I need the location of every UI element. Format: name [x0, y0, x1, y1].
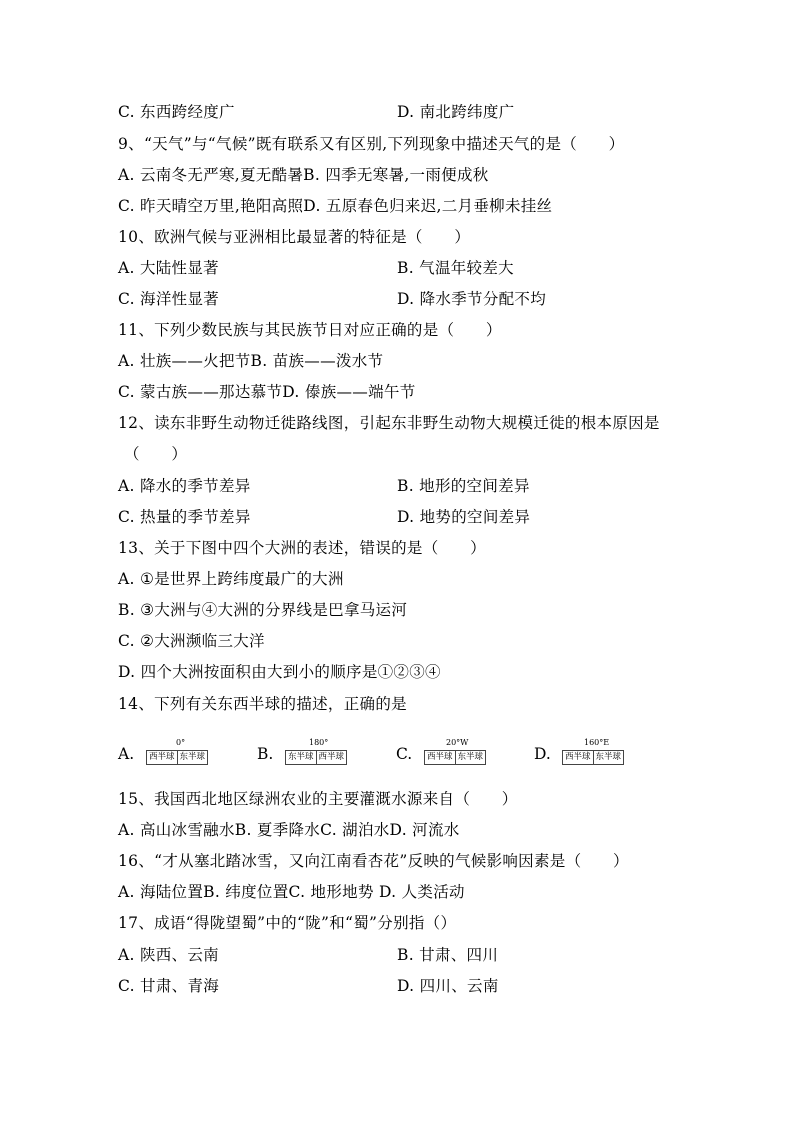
q14-option-b	[257, 738, 357, 766]
q17-option-a: A. 陕西、云南	[118, 946, 219, 964]
q12-option-b: B. 地形的空间差异	[397, 477, 530, 495]
hemisphere-right-label: 东半球	[593, 751, 624, 764]
q12-stem: 12、读东非野生动物迁徙路线图，引起东非野生动物大规模迁徙的根本原因是	[118, 414, 660, 432]
hemisphere-left-label: 西半球	[149, 752, 175, 762]
q12-option-c: C. 热量的季节差异	[118, 508, 251, 526]
q12-answer-paren: （ ）	[124, 445, 188, 463]
q11-options-ab: A. 壮族——火把节B. 苗族——泼水节	[118, 352, 384, 370]
meridian-label: 160°E	[584, 738, 610, 747]
meridian-label: 20°W	[446, 738, 469, 747]
q10-stem: 10、欧洲气候与亚洲相比最显著的特征是（ ）	[118, 228, 471, 246]
q9-options-cd: C. 昨天晴空万里,艳阳高照D. 五原春色归来迟,二月垂柳未挂丝	[118, 197, 553, 215]
q10-option-d: D. 降水季节分配不均	[397, 290, 547, 308]
q13-option-d: D. 四个大洲按面积由大到小的顺序是①②③④	[118, 663, 441, 681]
q14-option-a	[118, 738, 218, 766]
q10-option-c: C. 海洋性显著	[118, 290, 220, 308]
hemisphere-diagram	[285, 750, 347, 765]
q8-option-d: D. 南北跨纬度广	[397, 103, 515, 121]
q14-option-d	[534, 738, 634, 766]
q14-stem: 14、下列有关东西半球的描述，正确的是	[118, 695, 407, 713]
hemisphere-right-label: 东半球	[455, 751, 486, 764]
q15-stem: 15、我国西北地区绿洲农业的主要灌溉水源来自（ ）	[118, 790, 518, 808]
q13-option-b: B. ③大洲与④大洲的分界线是巴拿马运河	[118, 601, 408, 619]
q14-option-letter: C.	[396, 745, 413, 763]
meridian-label: 180°	[309, 738, 329, 747]
q13-option-c: C. ②大洲濒临三大洋	[118, 632, 265, 650]
meridian-label: 0°	[176, 738, 186, 747]
hemisphere-left-label: 东半球	[288, 752, 314, 762]
q13-stem: 13、关于下图中四个大洲的表述，错误的是（ ）	[118, 539, 486, 557]
q12-option-d: D. 地势的空间差异	[397, 508, 531, 526]
q11-stem: 11、下列少数民族与其民族节日对应正确的是（ ）	[118, 321, 502, 339]
hemisphere-right-label: 东半球	[177, 751, 208, 764]
q14-option-c	[396, 738, 496, 766]
q17-option-d: D. 四川、云南	[397, 977, 499, 995]
hemisphere-diagram	[424, 750, 486, 765]
q10-option-a: A. 大陆性显著	[118, 259, 219, 277]
q13-option-a: A. ①是世界上跨纬度最广的大洲	[118, 570, 344, 588]
q10-option-b: B. 气温年较差大	[397, 259, 514, 277]
q17-option-b: B. 甘肃、四川	[397, 946, 499, 964]
q11-options-cd: C. 蒙古族——那达慕节D. 傣族——端午节	[118, 383, 416, 401]
q14-option-letter: D.	[534, 745, 551, 763]
q16-stem: 16、“才从塞北踏冰雪，又向江南看杏花”反映的气候影响因素是（ ）	[118, 852, 629, 870]
q14-option-letter: A.	[118, 745, 135, 763]
q14-option-letter: B.	[257, 745, 274, 763]
hemisphere-diagram	[146, 750, 208, 765]
hemisphere-right-label: 西半球	[316, 751, 347, 764]
q12-option-a: A. 降水的季节差异	[118, 477, 251, 495]
q8-option-c: C. 东西跨经度广	[118, 103, 235, 121]
q17-option-c: C. 甘肃、青海	[118, 977, 220, 995]
q17-stem: 17、成语“得陇望蜀”中的“陇”和“蜀”分别指（）	[118, 914, 457, 932]
hemisphere-left-label: 西半球	[427, 752, 453, 762]
hemisphere-diagram	[562, 750, 624, 765]
q16-options: A. 海陆位置B. 纬度位置C. 地形地势 D. 人类活动	[118, 883, 465, 901]
q9-options-ab: A. 云南冬无严寒,夏无酷暑B. 四季无寒暑,一雨便成秋	[118, 166, 489, 184]
q15-options: A. 高山冰雪融水B. 夏季降水C. 湖泊水D. 河流水	[118, 821, 460, 839]
q9-stem: 9、“天气”与“气候”既有联系又有区别,下列现象中描述天气的是（ ）	[118, 135, 625, 153]
hemisphere-left-label: 西半球	[565, 752, 591, 762]
